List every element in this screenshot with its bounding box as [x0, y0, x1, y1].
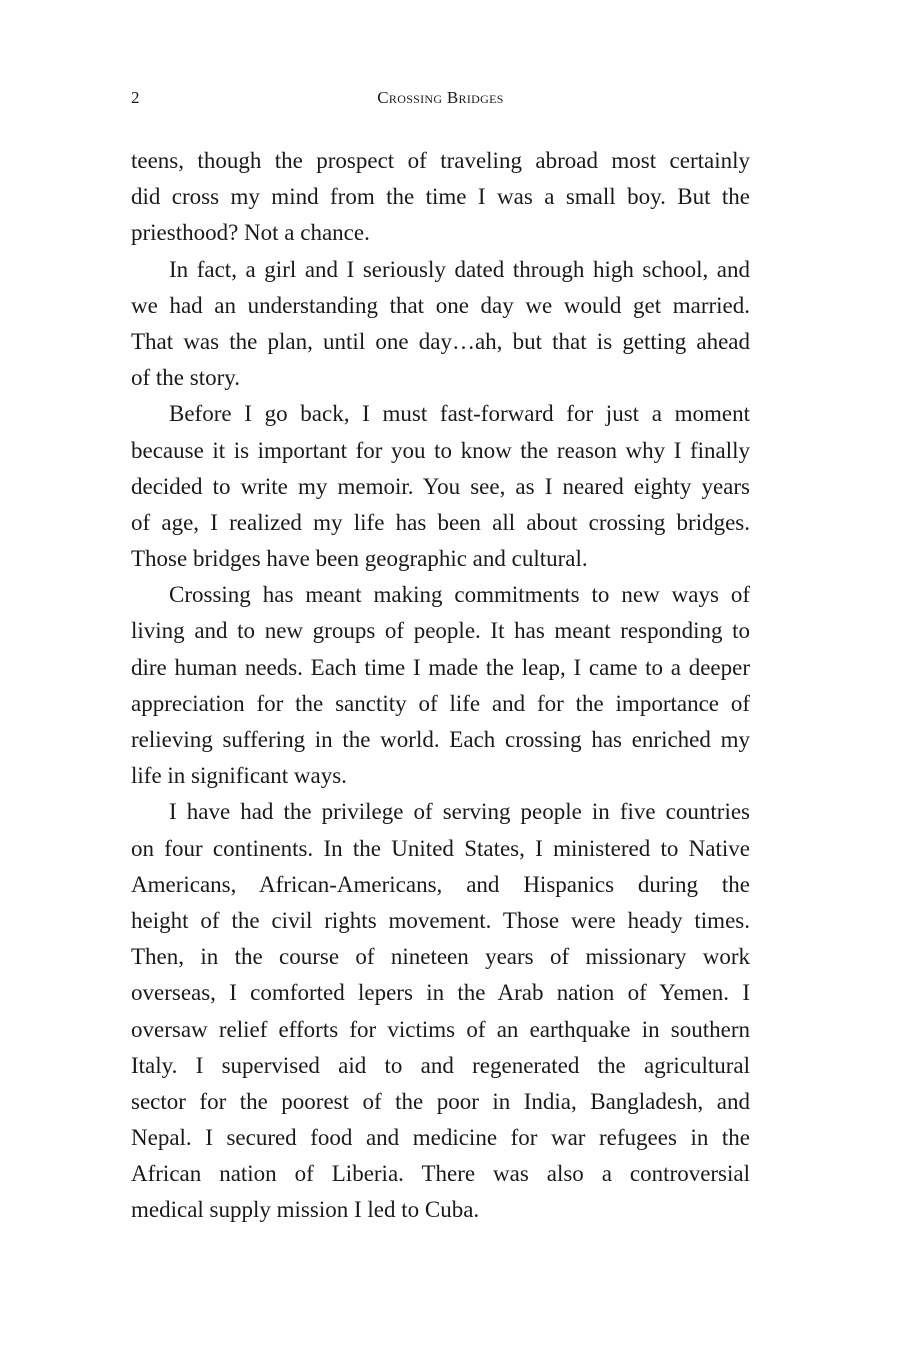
text-line: because it is important for you to know the reason why I finally [131, 437, 750, 463]
running-title: Crossing Bridges [377, 88, 504, 107]
text-line: African nation of Liberia. There was also a controversial [131, 1161, 750, 1187]
text-line: Then, in the course of nineteen years of missionary work [131, 944, 750, 970]
text-line: we had an understanding that one day we would get married. [131, 292, 750, 318]
text-line: height of the civil rights movement. Those were heady times. [131, 907, 750, 933]
text-line: life in significant ways. [131, 763, 347, 789]
text-line: did cross my mind from the time I was a small boy. But the [131, 184, 750, 210]
text-line: living and to new groups of people. It has meant responding to [131, 618, 750, 644]
running-head [131, 86, 750, 110]
paragraph [131, 577, 750, 794]
paragraph [131, 143, 750, 252]
text-line: appreciation for the sanctity of life and for the importance of [131, 690, 750, 716]
text-line: I have had the privilege of serving people in five countries [169, 799, 750, 825]
text-line: on four continents. In the United States, I ministered to Native [131, 835, 750, 861]
text-line: overseas, I comforted lepers in the Arab nation of Yemen. I [131, 980, 750, 1006]
text-line: of the story. [131, 365, 241, 391]
text-line: medical supply mission I led to Cuba. [131, 1197, 480, 1223]
paragraph [131, 252, 750, 397]
paragraph [131, 396, 750, 577]
text-line: oversaw relief efforts for victims of an earthquake in southern [131, 1016, 750, 1042]
text-line: priesthood? Not a chance. [131, 220, 370, 246]
page-number: 2 [131, 88, 140, 107]
text-line: teens, though the prospect of traveling abroad most certainly [131, 148, 750, 173]
text-line: Americans, African-Americans, and Hispanics during the [131, 871, 750, 897]
text-line: relieving suffering in the world. Each crossing has enriched my [131, 727, 750, 752]
text-line: In fact, a girl and I seriously dated through high school, and [169, 256, 750, 282]
body-text [131, 143, 750, 1229]
text-line: Italy. I supervised aid to and regenerated the agricultural [131, 1052, 750, 1078]
text-line: Before I go back, I must fast-forward for just a moment [169, 401, 750, 427]
text-line: of age, I realized my life has been all about crossing bridges. [131, 509, 750, 535]
paragraph [131, 794, 750, 1228]
text-line: decided to write my memoir. You see, as I neared eighty years [131, 473, 750, 499]
text-line: That was the plan, until one day…ah, but that is getting ahead [131, 328, 750, 354]
text-line: Those bridges have been geographic and cultural. [131, 546, 588, 572]
text-line: sector for the poorest of the poor in India, Bangladesh, and [131, 1088, 750, 1114]
text-line: Crossing has meant making commitments to new ways of [169, 582, 750, 608]
text-line: dire human needs. Each time I made the leap, I came to a deeper [131, 654, 750, 680]
text-line: Nepal. I secured food and medicine for war refugees in the [131, 1125, 750, 1151]
